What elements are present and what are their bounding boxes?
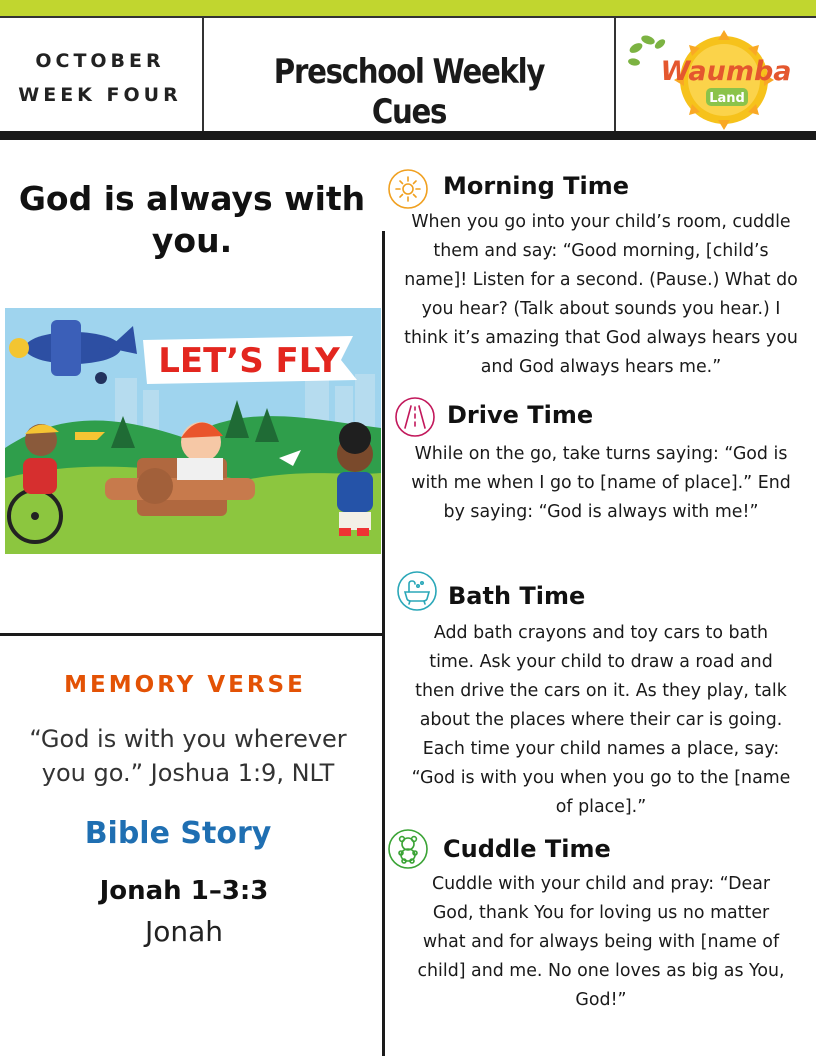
lets-fly-illustration xyxy=(5,308,381,554)
waumba-land-logo xyxy=(626,30,796,130)
teddy-bear-icon xyxy=(387,828,429,870)
memory-verse-text xyxy=(12,722,364,790)
morning-line: think it’s amazing that God always hears you xyxy=(404,328,798,348)
bath-line: “God is with you when you go to the [name xyxy=(411,768,791,788)
road-icon xyxy=(394,396,436,438)
bathtub-icon xyxy=(396,570,438,612)
cuddle-time-title: Cuddle Time xyxy=(443,835,611,863)
logo-word: Waumba xyxy=(660,56,792,87)
cuddle-time-body xyxy=(392,870,810,1015)
drive-line: with me when I go to [name of place].” End xyxy=(411,473,791,493)
bath-time-title: Bath Time xyxy=(448,582,586,610)
header-divider-left xyxy=(202,18,204,131)
morning-line: and God always hears me.” xyxy=(480,357,722,377)
memory-verse-line-2: you go.” Joshua 1:9, NLT xyxy=(41,759,335,787)
header-bottom-rule xyxy=(0,131,816,140)
drive-line: by saying: “God is always with me!” xyxy=(443,502,759,522)
morning-time-body xyxy=(392,208,810,382)
kid-waving xyxy=(337,422,373,536)
morning-line: When you go into your child’s room, cuddle xyxy=(411,212,791,232)
cuddle-line: God, thank You for loving us no matter xyxy=(432,903,770,923)
cuddle-line: what and for always being with [name of xyxy=(422,932,780,952)
week-text: WEEK FOUR xyxy=(18,84,182,106)
headline-line-1: God is always with xyxy=(18,179,366,218)
cuddle-line: Cuddle with your child and pray: “Dear xyxy=(431,874,771,894)
cuddle-line: child] and me. No one loves as big as You, xyxy=(417,961,785,981)
week-label xyxy=(0,44,200,112)
sun-icon xyxy=(387,168,429,210)
bath-line: Add bath crayons and toy cars to bath xyxy=(433,623,769,643)
bath-line: time. Ask your child to draw a road and xyxy=(429,652,773,672)
bath-line: about the places where their car is going. xyxy=(419,710,783,730)
morning-line: name]! Listen for a second. (Pause.) What do xyxy=(404,270,798,290)
logo-sub: Land xyxy=(709,91,745,106)
bath-line: Each time your child names a place, say: xyxy=(422,739,780,759)
drive-time-body xyxy=(392,440,810,527)
bible-story-heading: Bible Story xyxy=(84,816,272,851)
month-text: OCTOBER xyxy=(35,50,165,72)
memory-verse-heading: MEMORY VERSE xyxy=(64,672,306,698)
page-title: Preschool Weekly Cues xyxy=(273,52,545,132)
header-top-rule xyxy=(0,16,816,18)
bath-line: of place].” xyxy=(555,797,647,817)
drive-line: While on the go, take turns saying: “God is xyxy=(414,444,788,464)
memory-verse-line-1: “God is with you wherever xyxy=(29,725,347,753)
banner-text: LET’S FLY xyxy=(158,341,340,381)
morning-time-title: Morning Time xyxy=(443,172,630,200)
drive-time-title: Drive Time xyxy=(447,401,594,429)
headline-line-2: you. xyxy=(151,221,233,260)
morning-line: you hear? (Talk about sounds you hear.) I xyxy=(421,299,781,319)
morning-line: them and say: “Good morning, [child’s xyxy=(433,241,769,261)
left-column-rule xyxy=(0,633,383,636)
header-divider-right xyxy=(614,18,616,131)
bath-line: then drive the cars on it. As they play, talk xyxy=(415,681,787,701)
weekly-headline xyxy=(14,178,370,262)
column-divider xyxy=(382,231,385,1056)
cuddle-line: God!” xyxy=(575,990,627,1010)
bible-story-reference: Jonah 1–3:3 xyxy=(99,876,269,906)
bath-time-body xyxy=(392,619,810,822)
bible-story-name: Jonah xyxy=(144,915,224,948)
